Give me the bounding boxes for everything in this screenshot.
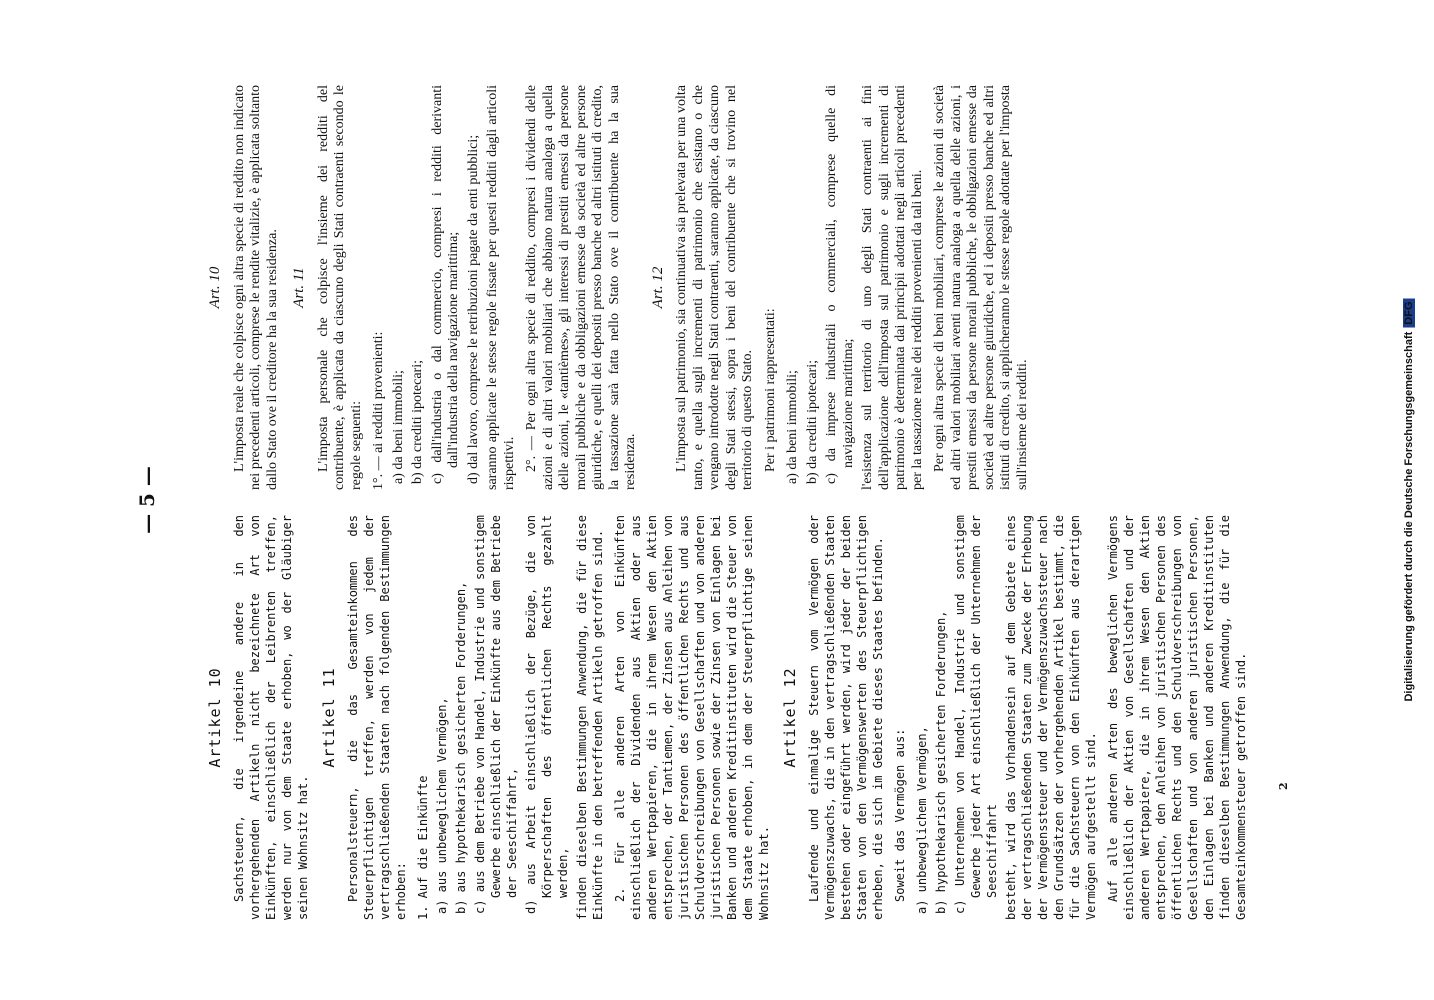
italian-art11-item-d: d) dal lavoro, comprese le retribuzioni pagate da enti pubblici; <box>465 134 481 484</box>
german-art12-sofern: Soweit das Vermögen aus: <box>893 728 907 902</box>
german-art11-item1: 1. Auf die Einkünfte <box>416 775 430 920</box>
german-art12-item-c: c) Unternehmen von Handel, Industrie und sonstigem Gewerbe jeder Art einschließlich der Unternehmen der Seeschiffahrt <box>953 515 999 914</box>
page-number: — 5 — <box>135 466 159 534</box>
digitization-note-strip <box>1400 12 1418 988</box>
german-art10-text: Sachsteuern, die irgendeine andere in den vorhergehenden Artikeln nicht bezeichnete Art von Einkünften, einschließlich der Leibrenten treffen, werden nur von dem Staate erhoben, wo der Gläubiger seinen Wohnsitz hat. <box>232 515 310 920</box>
italian-art12-p2: Per ogni altra specie di beni mobiliari, comprese le azioni di società ed altri valori mobiliari aventi natura analoga a quella delle azioni, i prestiti emessi da persone morali pubbliche, le obbligazioni emesse da società ed altre persone giuridiche, ed i depositi presso banche ed altri istituti di credito, si applicheranno le stesse regole adottate per l'imposta sull'insieme dei redditi. <box>932 85 1030 490</box>
digitization-note <box>1403 298 1415 701</box>
german-art11-after: finden dieselben Bestimmungen Anwendung, die für diese Einkünfte in den betreffenden Artikeln getroffen sind. <box>575 515 605 920</box>
german-art11-title: Artikel 11 <box>320 667 338 768</box>
italian-art10-title: Art. 10 <box>207 266 223 309</box>
italian-column <box>197 85 1037 490</box>
german-art11-item-d: d) aus Arbeit einschließlich der Bezüge, die von Körperschaften des öffentlichen Rechts gezahlt werden, <box>524 515 570 914</box>
german-art12-p2: Auf alle anderen Arten des beweglichen Vermögens einschließlich der Aktien von Gesellschaften und der anderen Wertpapiere, die in ihrem Wesen den Aktien entsprechen, den Anleihen von juristischen Personen des öffentlichen Rechts und den Schuldverschreibungen von Gesellschaften und von anderen juristischen Personen, den Einlagen bei Banken und anderen Kreditinstituten finden dieselben Bestimmungen Anwendung, die für die Gesamteinkommensteuer getroffen sind. <box>1106 515 1248 920</box>
digitization-note-text: Digitalisierung gefördert durch die Deutsche Forschungsgemeinschaft <box>1403 331 1415 702</box>
italian-art11-item-a: a) da beni immobili; <box>390 370 406 484</box>
italian-art12-title: Art. 12 <box>649 266 666 309</box>
german-art12-item-b: b) hypothekarisch gesicherten Forderungen, <box>934 610 948 914</box>
dfg-logo: DFG <box>1403 298 1415 327</box>
german-art12-item-a: a) unbeweglichem Vermögen, <box>915 726 929 914</box>
italian-art12-sofern: Per i patrimoni rappresentati: <box>762 308 778 472</box>
german-art11-item-b: b) aus hypothekarisch gesicherten Forderungen, <box>454 581 468 914</box>
italian-art11-item-b: b) da crediti ipotecari; <box>410 360 425 484</box>
italian-art11-title: Art. 11 <box>291 267 307 308</box>
italian-art11-intro: L'imposta personale che colpisce l'insieme dei redditi del contribuente, è applicata da ciascuno degli Stati contraenti secondo le regole seguenti: <box>315 85 364 490</box>
german-art12-title: Artikel 12 <box>781 667 799 768</box>
italian-art12-intro: L'imposta sul patrimonio, sia continuativa sia prelevata per una volta tanto, e quella sugli incrementi di patrimonio che esistano o che vengano introdotte negli Stati contraenti, saranno applicate, da ciascuno degli Stati stessi, sopra i beni del contribuente che si trovino nel territorio di questo Stato. <box>674 85 755 490</box>
german-art11-intro: Personalsteuern, die das Gesamteinkommen des Steuerpflichtigen treffen, werden von jedem der vertragschließenden Staaten nach folgenden Bestimmungen erhoben: <box>346 515 408 920</box>
german-art12-intro: Laufende und einmalige Steuern vom Vermögen oder Vermögenszuwachs, die in den vertragschließenden Staaten bestehen oder eingeführt werden, wird jeder der beiden Staaten von den Vermögenswerten des Steuerpflichtigen erheben, die sich im Gebiete dieses Staates befinden. <box>807 515 885 920</box>
italian-art11-after: saranno applicate le stesse regole fissate per questi redditi dagli articoli rispettivi. <box>485 85 517 490</box>
german-art11-item2: 2. Für alle anderen Arten von Einkünften einschließlich der Dividenden aus Aktien oder aus anderen Wertpapieren, die in ihrem Wesen den Aktien entsprechen, der Tantiemen, der Zinsen aus Anleihen von juristischen Personen des öffentlichen Rechts und aus Schuldverschreibungen von Gesellschaften und von anderen juristischen Personen sowie der Zinsen von Einlagen bei Banken und anderen Kreditinstituten wird die Steuer von dem Staate erhoben, in dem der Steuerpflichtige seinen Wohnsitz hat. <box>613 515 771 920</box>
italian-art12-item-c: c) da imprese industriali o commerciali, comprese quelle di navigazione marittima; <box>824 85 856 484</box>
german-art11-item-a: a) aus unbeweglichem Vermögen, <box>435 697 449 914</box>
italian-art11-item1: 1°. — ai redditi provenienti: <box>371 331 386 490</box>
german-art11-item-c: c) aus dem Betriebe von Handel, Industrie und sonstigem Gewerbe einschließlich der Einkünfte aus dem Betriebe der Seeschiffahrt, <box>473 515 519 914</box>
italian-art12-p1: l'esistenza sul territorio di uno degli Stati contraenti ai fini dell'applicazione dell'imposta sul patrimonio e sugli incrementi di patrimonio è determinata dai principii adottati negli articoli precedenti per la tassazione reale dei redditi provenienti da tali beni. <box>860 85 925 490</box>
italian-art12-item-a: a) da beni immobili; <box>785 370 800 484</box>
italian-art10-text: L'imposta reale che colpisce ogni altra specie di reddito non indicato nei precedenti articoli, comprese le rendite vitalizie, è applicata soltanto dallo Stato ove il creditore ha la sua residenza. <box>231 85 280 490</box>
signature-mark: 2 <box>1277 782 1290 790</box>
german-art10-title: Artikel 10 <box>206 667 224 768</box>
italian-art12-item-b: b) da crediti ipotecari; <box>804 360 820 484</box>
rotated-document-page <box>127 60 1307 940</box>
german-column <box>197 515 1255 920</box>
italian-art11-item2: 2°. — Per ogni altra specie di reddito, compresi i dividendi delle azioni e di altri valori mobiliari che abbiano natura analoga a quella delle azioni, le «tantièmes», gli interessi di prestiti emessi da persone morali pubbliche e da obbligazioni emesse da società ed altre persone giuridiche, e quelli dei depositi presso banche ed altri istituti di credito, la tassazione sarà fatta nello Stato ove il contribuente ha la sua residenza. <box>524 85 638 490</box>
italian-art11-item-c: c) dall'industria o dal commercio, compresi i redditi derivanti dall'industria della navigazione marittima; <box>429 85 461 484</box>
german-art12-p1: besteht, wird das Vorhandensein auf dem Gebiete eines der vertragschließenden Staaten zum Zwecke der Erhebung der Vermögenssteuer und der Vermögenszuwachssteuer nach den Grundsätzen der vorhergehenden Artikel bestimmt, die für die Sachsteuern von den Einkünften aus derartigen Vermögen aufgestellt sind. <box>1004 515 1098 920</box>
